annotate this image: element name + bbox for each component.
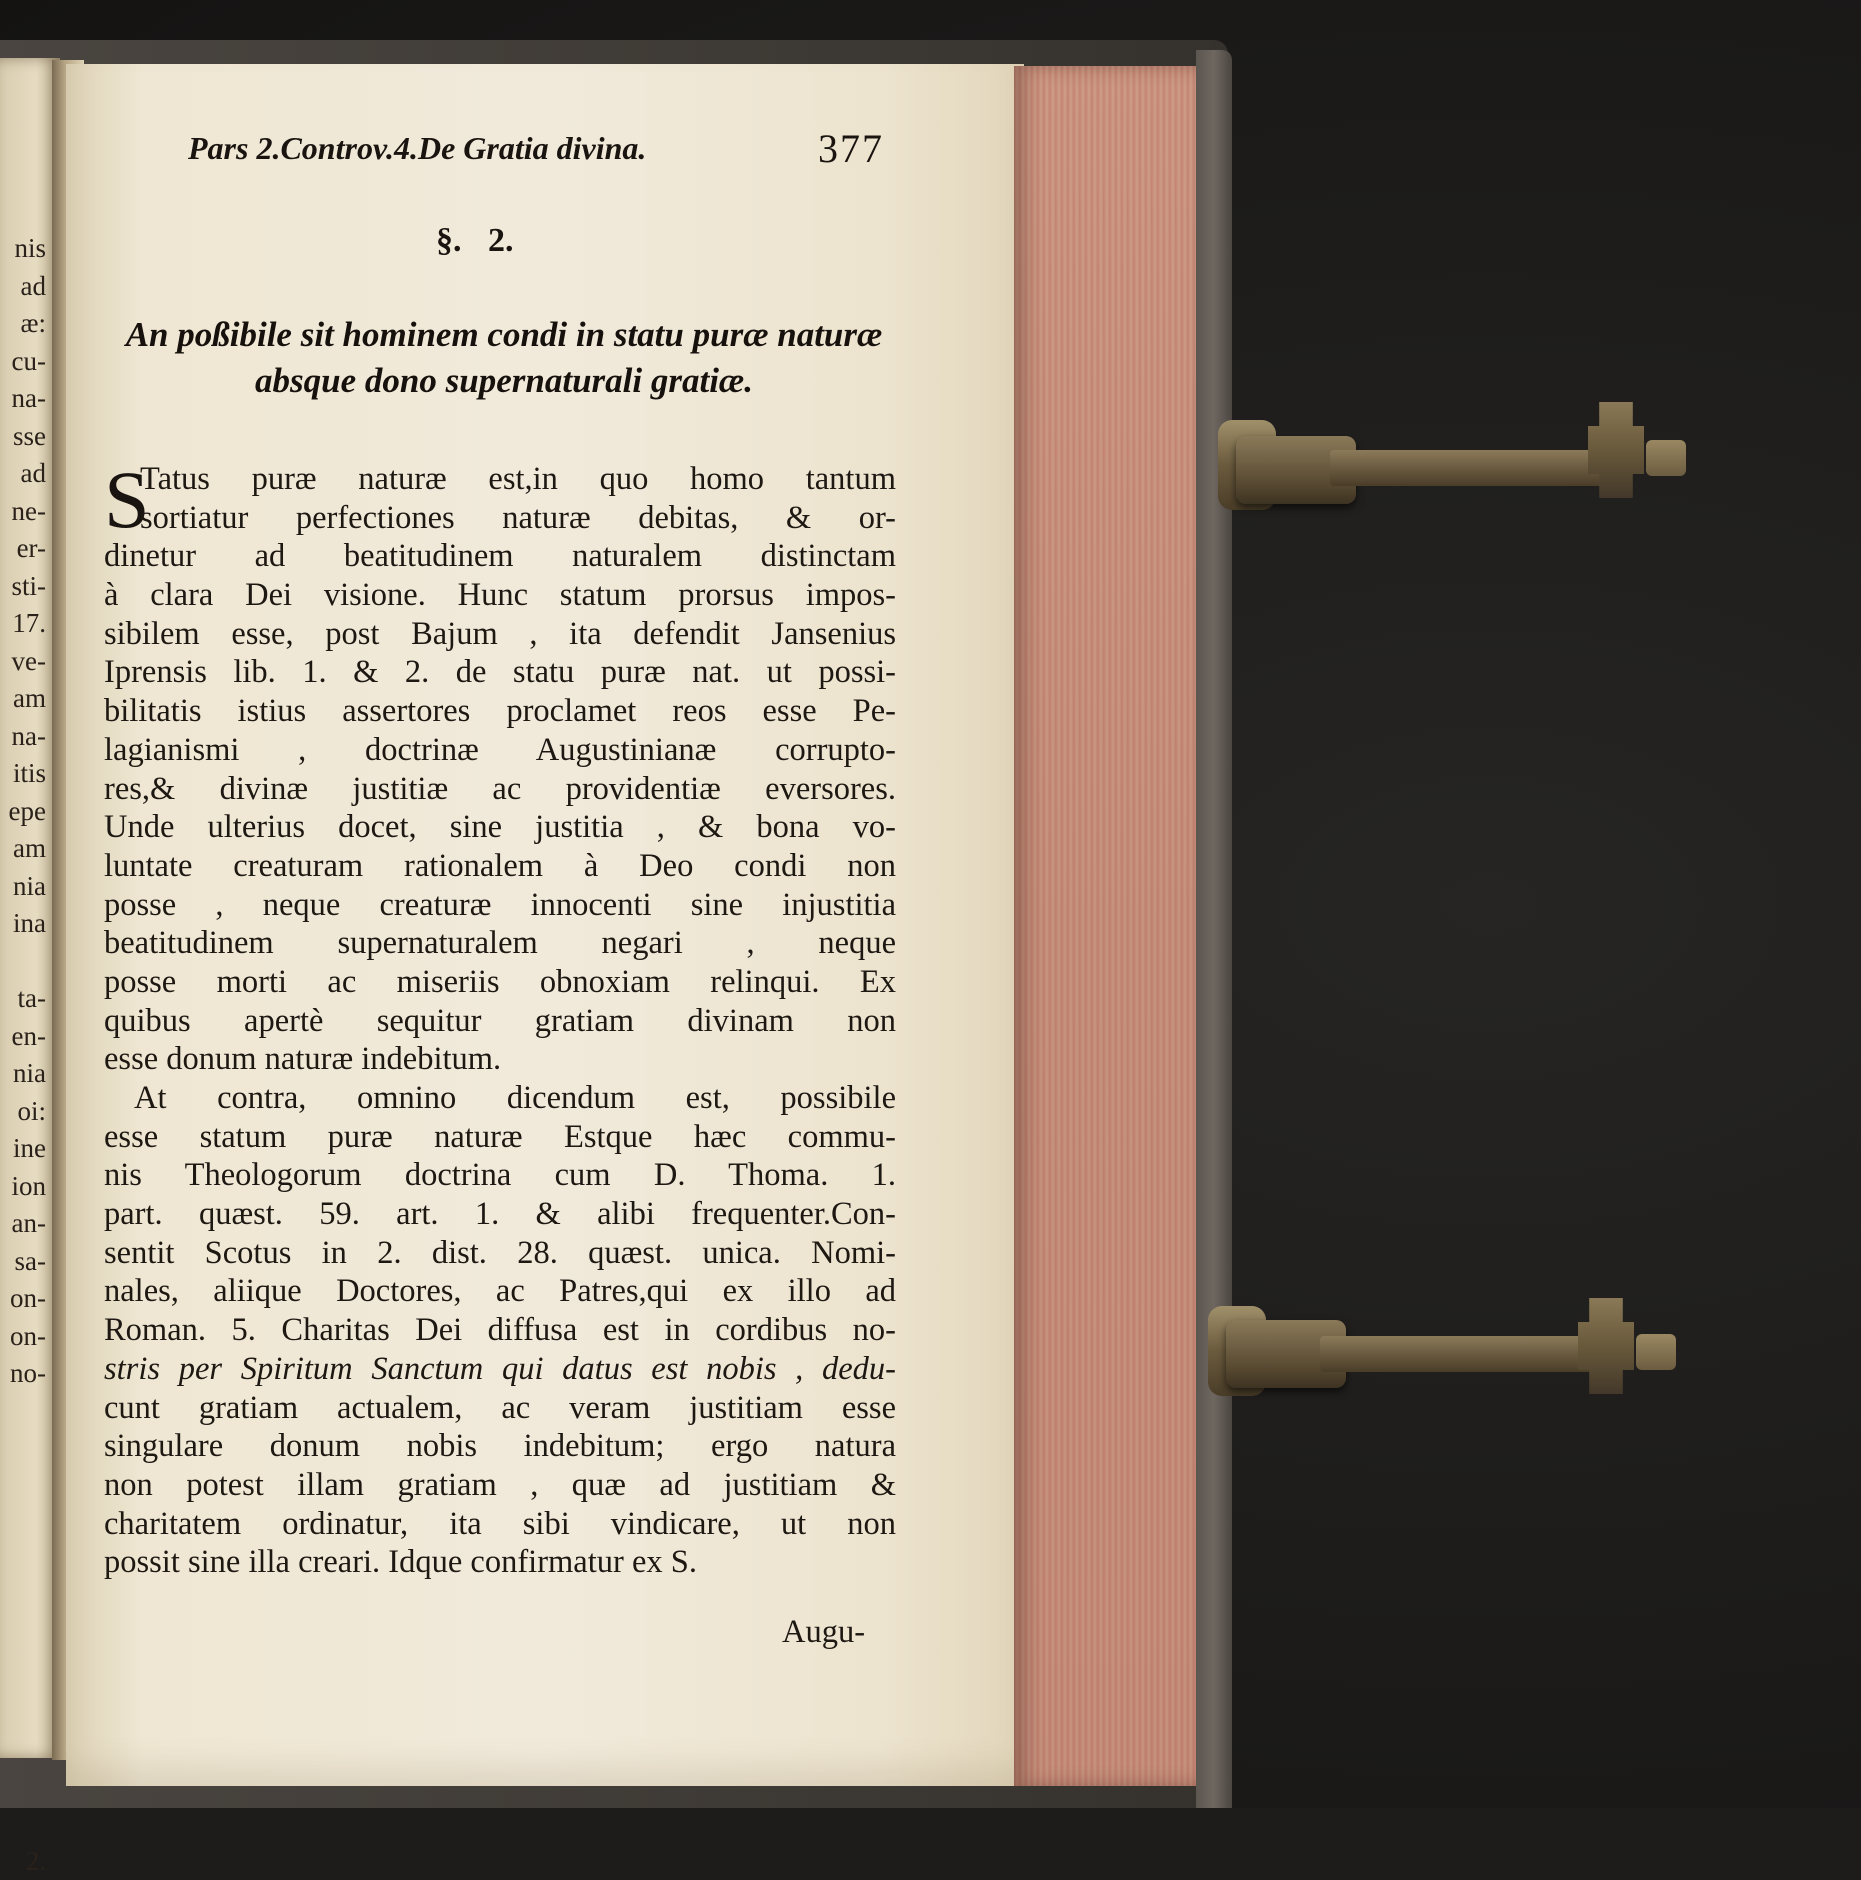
body-line: res,& divinæ justitiæ ac providentiæ eversores.: [104, 770, 896, 809]
body-line: beatitudinem supernaturalem negari , neque: [104, 924, 896, 963]
section-heading: [104, 312, 904, 404]
left-page-fragment: am: [0, 830, 60, 868]
body-line: sibilem esse, post Bajum , ita defendit Jansenius: [104, 615, 896, 654]
upper-clasp-tip: [1646, 440, 1686, 476]
left-page-fragment: [0, 1730, 60, 1768]
left-page-fragment: itis: [0, 755, 60, 793]
left-page-fragment: no-: [0, 1355, 60, 1393]
body-line: cunt gratiam actualem, ac veram justitiam esse: [104, 1389, 896, 1428]
left-page-fragment: ina: [0, 905, 60, 943]
left-page-fragment: ne-: [0, 493, 60, 531]
left-page-fragment: ve-: [0, 643, 60, 681]
left-page-fragment: æ:: [0, 305, 60, 343]
left-page-fragment: [0, 1580, 60, 1618]
left-page-fragment: [0, 1430, 60, 1468]
left-page-fragment: sti-: [0, 568, 60, 606]
body-line: dinetur ad beatitudinem naturalem distinctam: [104, 537, 896, 576]
body-line: quibus apertè sequitur gratiam divinam non: [104, 1002, 896, 1041]
body-line: nis Theologorum doctrina cum D. Thoma. 1.: [104, 1156, 896, 1195]
left-page-fragment: sse: [0, 418, 60, 456]
left-page-text-fragments: [0, 230, 60, 1880]
body-line: possit sine illa creari. Idque confirmatur ex S.: [104, 1543, 896, 1582]
body-line: à clara Dei visione. Hunc statum prorsus impos-: [104, 576, 896, 615]
body-line: Roman. 5. Charitas Dei diffusa est in cordibus no-: [104, 1311, 896, 1350]
body-line: Unde ulterius docet, sine justitia , & bona vo-: [104, 808, 896, 847]
left-page-fragment: nis: [0, 230, 60, 268]
left-page-fragment: on-: [0, 1280, 60, 1318]
body-line: nales, aliique Doctores, ac Patres,qui ex illo ad: [104, 1272, 896, 1311]
body-line: lagianismi , doctrinæ Augustinianæ corrupto-: [104, 731, 896, 770]
left-page-fragment: nia: [0, 1055, 60, 1093]
body-line: part. quæst. 59. art. 1. & alibi frequenter.Con-: [104, 1195, 896, 1234]
body-text: [104, 460, 896, 1582]
left-page-fragment: [0, 1618, 60, 1656]
left-page-fragment: an-: [0, 1205, 60, 1243]
left-page-fragment: cu-: [0, 343, 60, 381]
left-page-fragment: [0, 943, 60, 981]
running-head: Pars 2.Controv.4.De Gratia divina.: [188, 130, 898, 167]
left-page-fragment: ad: [0, 268, 60, 306]
body-line: sentit Scotus in 2. dist. 28. quæst. unica. Nomi-: [104, 1234, 896, 1273]
left-page-fragment: epe: [0, 793, 60, 831]
left-page-fragment: na-: [0, 380, 60, 418]
lower-clasp-tip: [1636, 1334, 1676, 1370]
left-page-fragment: sa-: [0, 1243, 60, 1281]
left-page-fragment: am: [0, 680, 60, 718]
section-mark: §. 2.: [436, 222, 514, 260]
body-line: esse donum naturæ indebitum.: [104, 1040, 896, 1079]
upper-clasp-bar: [1330, 450, 1630, 486]
left-page-fragment: oi:: [0, 1093, 60, 1131]
left-page-fragment: na-: [0, 718, 60, 756]
body-line: At contra, omnino dicendum est, possibile: [104, 1079, 896, 1118]
left-page-fragment: en-: [0, 1018, 60, 1056]
lower-clasp-bar: [1320, 1336, 1620, 1372]
heading-line: An poßibile sit hominem condi in statu puræ naturæ: [104, 312, 904, 358]
left-page-fragment: ine: [0, 1130, 60, 1168]
left-page-fragment: [0, 1693, 60, 1731]
body-line: Tatus puræ naturæ est,in quo homo tantum: [104, 460, 896, 499]
body-line: esse statum puræ naturæ Estque hæc commu-: [104, 1118, 896, 1157]
body-line: posse , neque creaturæ innocenti sine injustitia: [104, 886, 896, 925]
left-page-fragment: ta-: [0, 980, 60, 1018]
left-page-fragment: [0, 1505, 60, 1543]
body-line: luntate creaturam rationalem à Deo condi non: [104, 847, 896, 886]
left-page-fragment: [0, 1468, 60, 1506]
body-line: bilitatis istius assertores proclamet reos esse Pe-: [104, 692, 896, 731]
left-page-fragment: ion: [0, 1168, 60, 1206]
left-page-fragment: nia: [0, 868, 60, 906]
left-page-fragment: 17.: [0, 605, 60, 643]
body-line: sortiatur perfectiones naturæ debitas, & or-: [104, 499, 896, 538]
book-board-edge: [1196, 50, 1232, 1808]
left-page-fragment: [0, 1655, 60, 1693]
body-line: stris per Spiritum Sanctum qui datus est nobis , dedu-: [104, 1350, 896, 1389]
left-page: [0, 58, 60, 1758]
left-page-fragment: [0, 1805, 60, 1843]
left-page-fragment: [0, 1393, 60, 1431]
page-fore-edge: [1014, 66, 1200, 1786]
left-page-fragment: er-: [0, 530, 60, 568]
body-line: charitatem ordinatur, ita sibi vindicare, ut non: [104, 1505, 896, 1544]
left-page-fragment: on-: [0, 1318, 60, 1356]
body-line: singulare donum nobis indebitum; ergo natura: [104, 1427, 896, 1466]
left-page-fragment: [0, 1768, 60, 1806]
left-page-fragment: [0, 1543, 60, 1581]
left-page-fragment: 2.: [0, 1843, 60, 1880]
drop-cap: S: [104, 460, 150, 540]
body-line: Iprensis lib. 1. & 2. de statu puræ nat. ut possi-: [104, 653, 896, 692]
body-line: non potest illam gratiam , quæ ad justitiam &: [104, 1466, 896, 1505]
catchword: Augu-: [782, 1614, 865, 1651]
left-page-fragment: ad: [0, 455, 60, 493]
body-line: posse morti ac miseriis obnoxiam relinqui. Ex: [104, 963, 896, 1002]
heading-line: absque dono supernaturali gratiæ.: [104, 358, 904, 404]
page-number: 377: [818, 125, 884, 172]
